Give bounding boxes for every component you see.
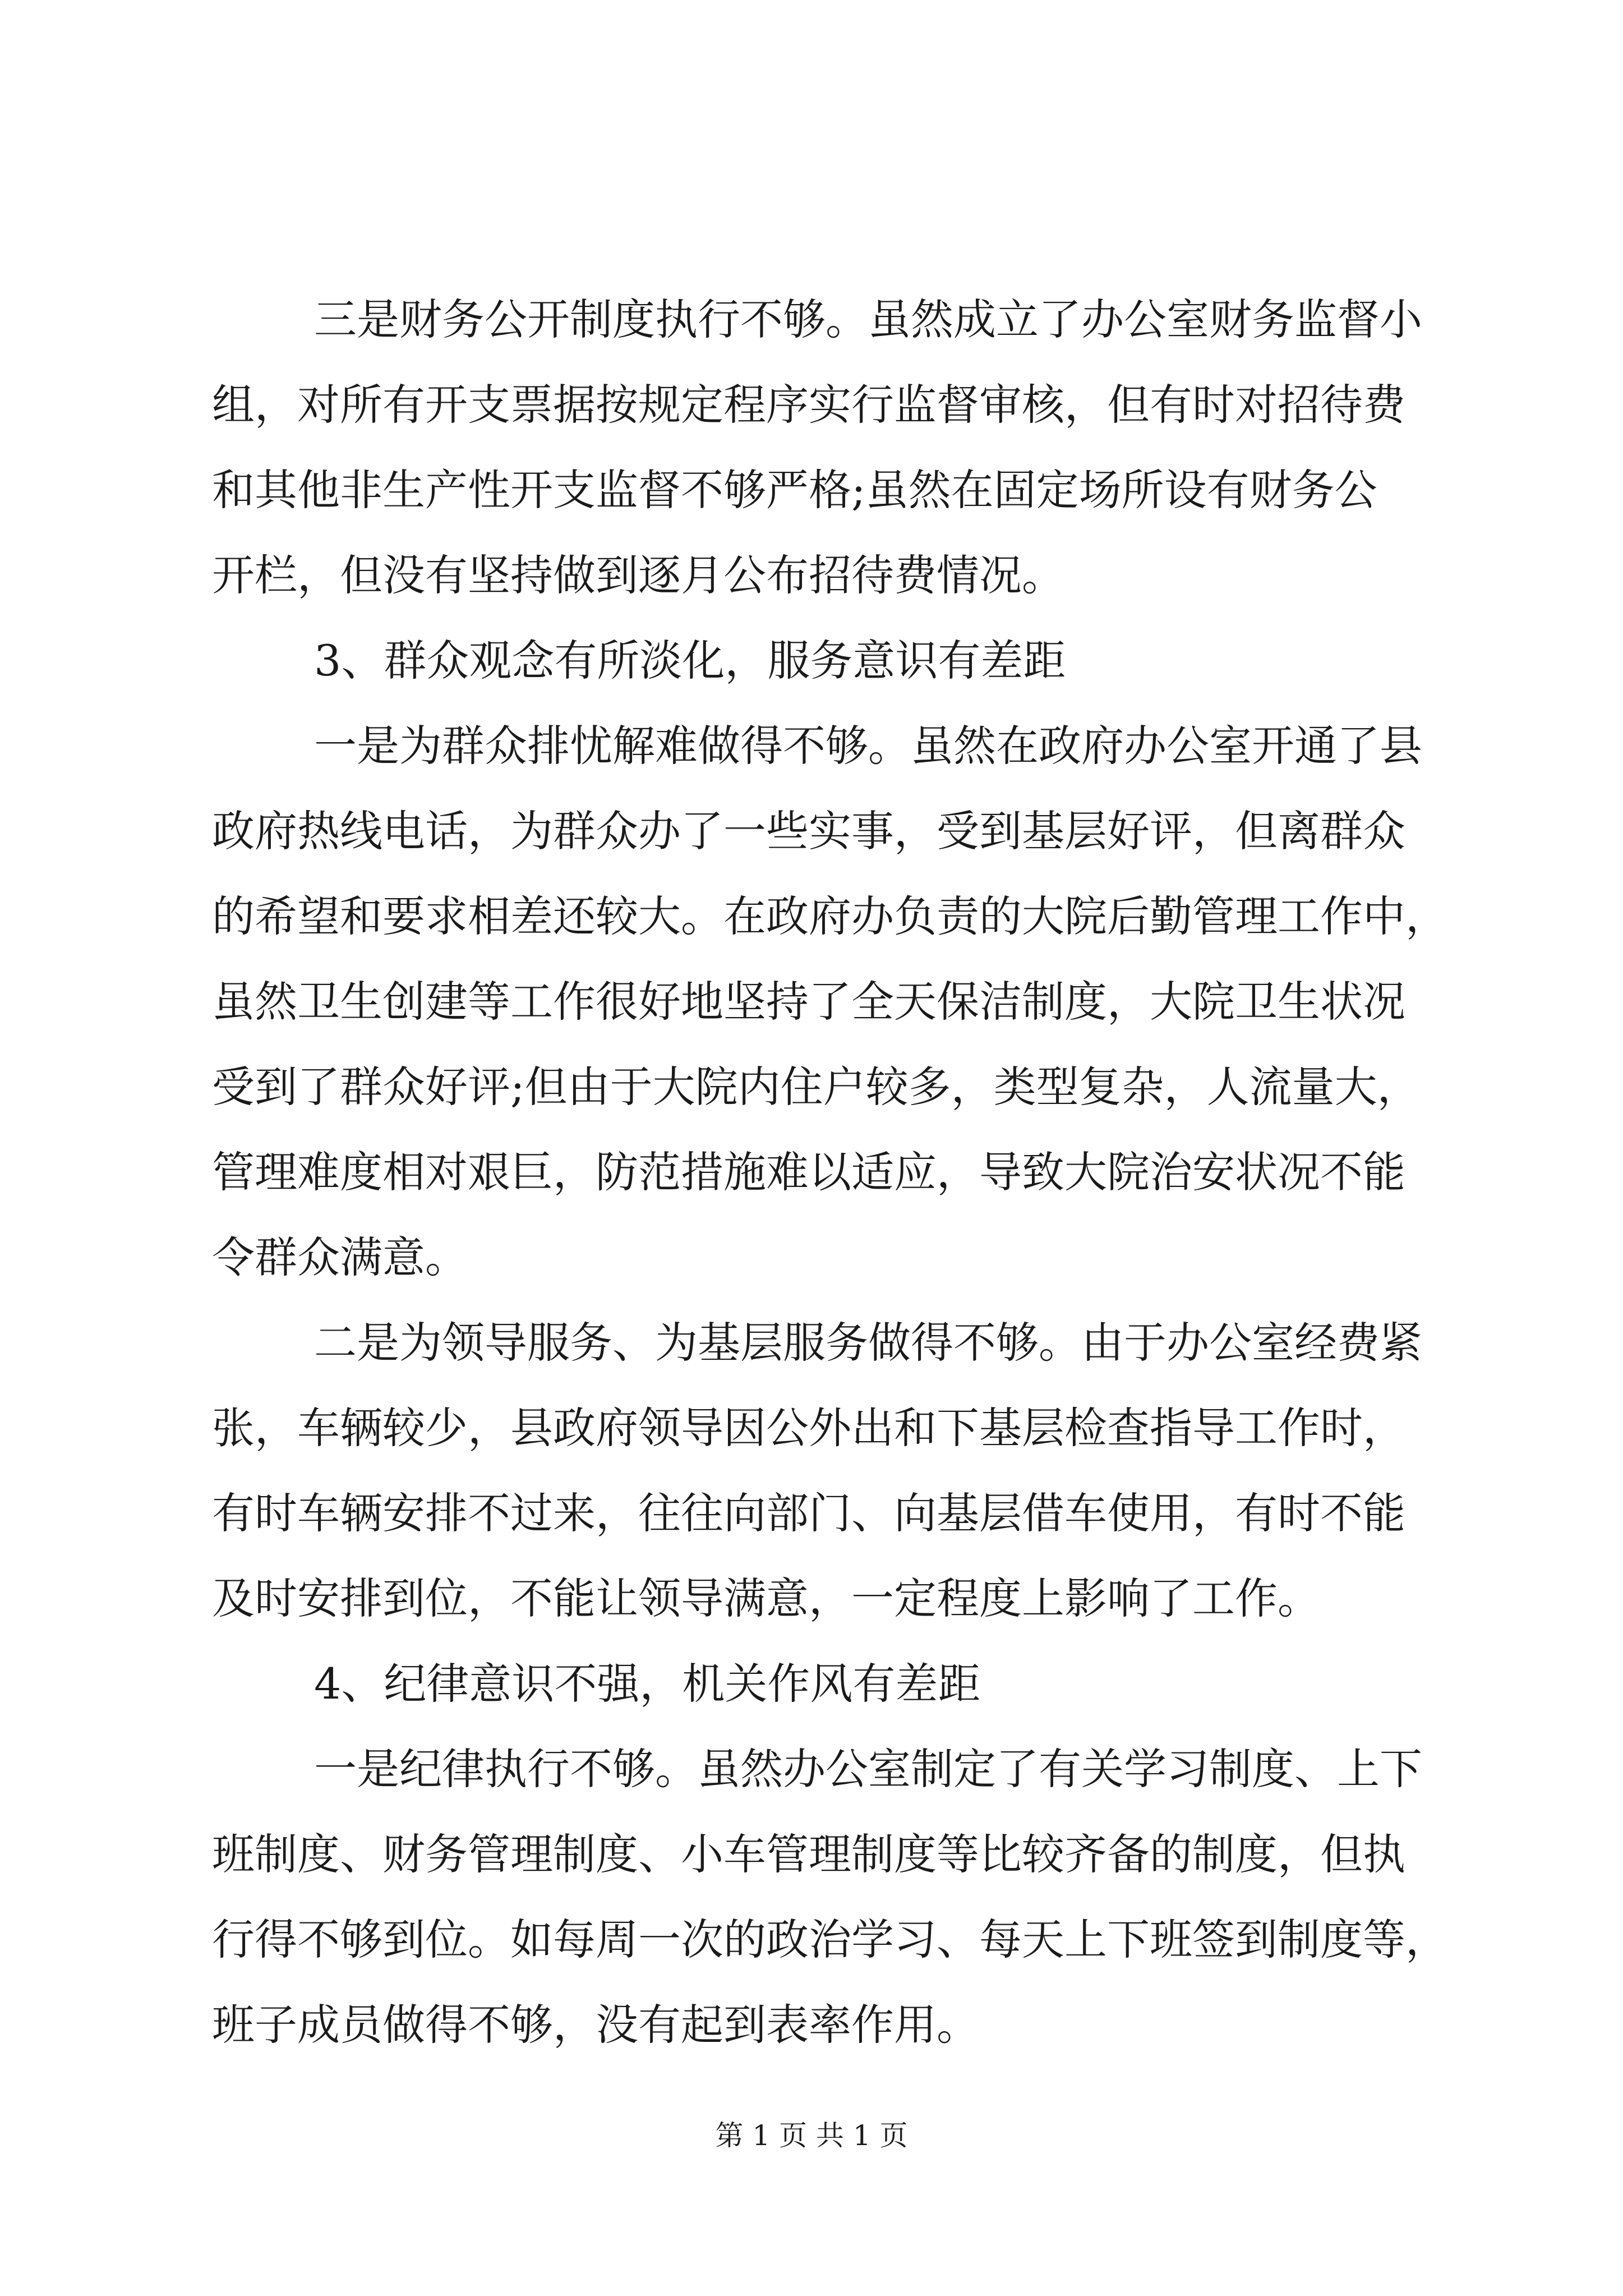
text-line: 令群众满意。	[212, 1232, 468, 1282]
page-number-footer: 第 1 页 共 1 页	[715, 2119, 908, 2152]
text-line: 开栏，但没有坚持做到逐月公布招待费情况。	[212, 550, 1064, 600]
text-line: 一是纪律执行不够。虽然办公室制定了有关学习制度、上下	[314, 1744, 1422, 1794]
text-line: 政府热线电话，为群众办了一些实事，受到基层好评，但离群众	[212, 806, 1405, 856]
section-heading: 3、群众观念有所淡化，服务意识有差距	[314, 636, 1066, 685]
text-line: 有时车辆安排不过来，往往向部门、向基层借车使用，有时不能	[212, 1488, 1405, 1538]
text-line: 组，对所有开支票据按规定程序实行监督审核，但有时对招待费	[212, 380, 1405, 430]
text-line: 虽然卫生创建等工作很好地坚持了全天保洁制度，大院卫生状况	[212, 977, 1405, 1027]
section-heading: 4、纪律意识不强，机关作风有差距	[314, 1659, 981, 1709]
text-line: 及时安排到位，不能让领导满意，一定程度上影响了工作。	[212, 1573, 1320, 1623]
text-line: 和其他非生产性开支监督不够严格;虽然在固定场所设有财务公	[212, 465, 1377, 515]
text-line: 二是为领导服务、为基层服务做得不够。由于办公室经费紧	[314, 1318, 1422, 1368]
text-line: 班制度、财务管理制度、小车管理制度等比较齐备的制度，但执	[212, 1829, 1405, 1879]
text-line: 受到了群众好评;但由于大院内住户较多，类型复杂，人流量大，	[212, 1062, 1420, 1112]
text-line: 的希望和要求相差还较大。在政府办负责的大院后勤管理工作中，	[212, 891, 1448, 941]
text-line: 班子成员做得不够，没有起到表率作用。	[212, 2000, 979, 2050]
text-line: 行得不够到位。如每周一次的政治学习、每天上下班签到制度等，	[212, 1915, 1448, 1964]
text-line: 一是为群众排忧解难做得不够。虽然在政府办公室开通了县	[314, 721, 1422, 771]
text-line: 管理难度相对艰巨，防范措施难以适应，导致大院治安状况不能	[212, 1147, 1405, 1197]
text-line: 三是财务公开制度执行不够。虽然成立了办公室财务监督小	[314, 295, 1422, 344]
text-line: 张，车辆较少，县政府领导因公外出和下基层检查指导工作时，	[212, 1403, 1405, 1453]
